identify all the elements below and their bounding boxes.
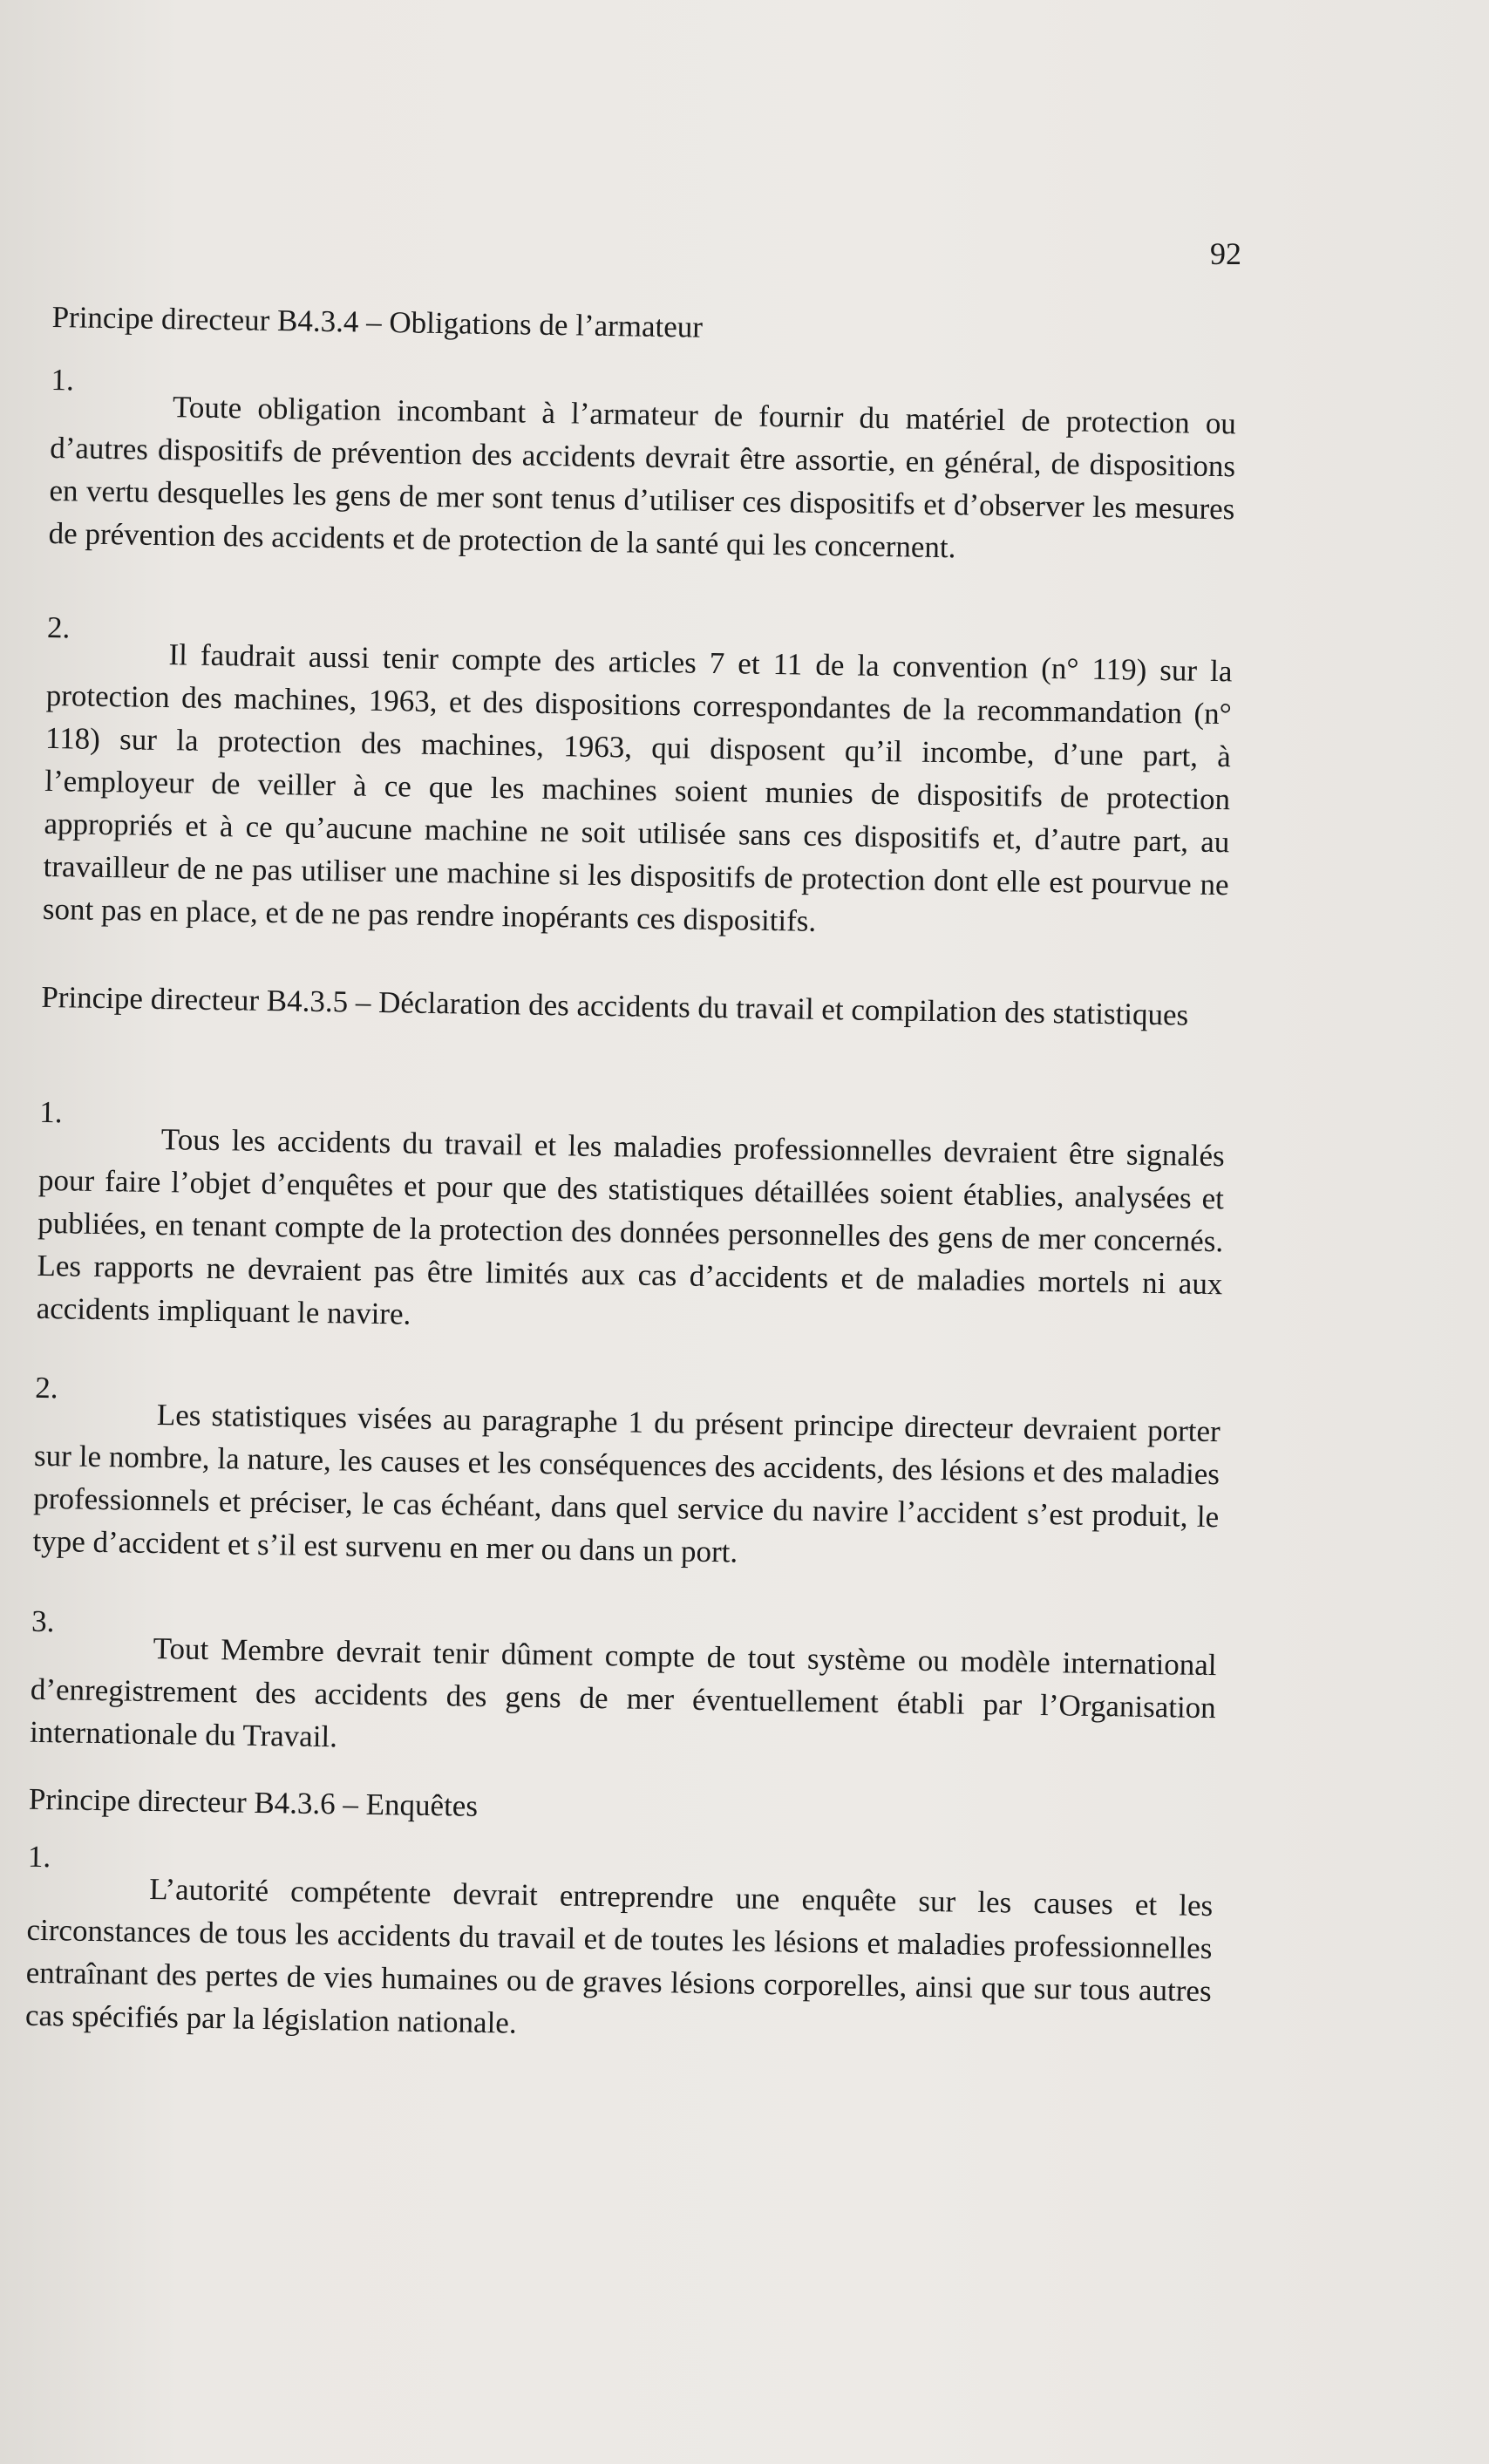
section-heading-b436: Principe directeur B4.3.6 – Enquêtes bbox=[28, 1781, 479, 1823]
paragraph-number: 1. bbox=[38, 1094, 63, 1130]
paragraph-number: 2. bbox=[46, 609, 71, 645]
paragraph-number: 3. bbox=[31, 1603, 55, 1639]
section-heading-b435: Principe directeur B4.3.5 – Déclaration des accidents du travail et compilation des statistiques bbox=[41, 979, 1189, 1032]
paragraph-text: Il faudrait aussi tenir compte des articles 7 et 11 de la convention (n° 119) sur la protection des machines, 1963, et des dispositions correspondantes de la recommandation (n° 118) sur la protection des machines, 1963, qui disposent qu’il incombe, d’une part, à l’employeur de veiller à ce que les machines soient munies de dispositifs de protection appropriés et à ce qu’aucune machine ne soit utilisée sans ces dispositifs et, d’autre part, au travailleur de ne pas utiliser une machine si les dispositifs de protection dont elle est pourvue ne sont pas en place, et de ne pas rendre inopérants ces dispositifs. bbox=[42, 637, 1233, 938]
paragraph-text: Toute obligation incombant à l’armateur de fournir du matériel de protection ou d’autres dispositifs de prévention des accidents devrait être assortie, en général, de dispositions en vertu desquelles les gens de mer sont tenus d’utiliser ces dispositifs et d’observer les mesures de prévention des accidents et de protection de la santé qui les concernent. bbox=[48, 390, 1237, 565]
paragraph-number: 1. bbox=[27, 1839, 51, 1875]
paragraph-text: Tout Membre devrait tenir dûment compte de tout système ou modèle international d’enregistrement des accidents des gens de mer éventuellement établi par l’Organisation internationale du Travail. bbox=[29, 1631, 1217, 1754]
paragraph-number: 1. bbox=[51, 362, 75, 398]
document-body bbox=[24, 296, 1238, 2040]
page-number: 92 bbox=[1210, 236, 1241, 271]
paragraph-text: Tous les accidents du travail et les maladies professionnelles devraient être signalés pour faire l’objet d’enquêtes et pour que des statistiques détaillées soient établies, analysées et publiées, en tenant compte de la protection des données personnelles des gens de mer concernés. Les rapports ne devraient pas être limités aux cas d’accidents et de maladies mortels ni aux accidents impliquant le navire. bbox=[36, 1122, 1225, 1331]
paragraph-number: 2. bbox=[35, 1370, 58, 1406]
section-heading-b434: Principe directeur B4.3.4 – Obligations de l’armateur bbox=[51, 299, 704, 344]
paragraph-text: Les statistiques visées au paragraphe 1 du présent principe directeur devraient porter sur le nombre, la nature, les causes et les conséquences des accidents, des lésions et des maladies professionnels et préciser, le cas échéant, dans quel service du navire l’accident s’est produit, le type d’accident et s’il est survenu en mer ou dans un port. bbox=[32, 1398, 1221, 1569]
paragraph-text: L’autorité compétente devrait entreprendre une enquête sur les causes et les circonstances de tous les accidents du travail et de toutes les lésions et maladies professionnelles entraînant des pertes de vies humaines ou de graves lésions corporelles, ainsi que sur tous autres cas spécifiés par la législation nationale. bbox=[24, 1871, 1214, 2040]
